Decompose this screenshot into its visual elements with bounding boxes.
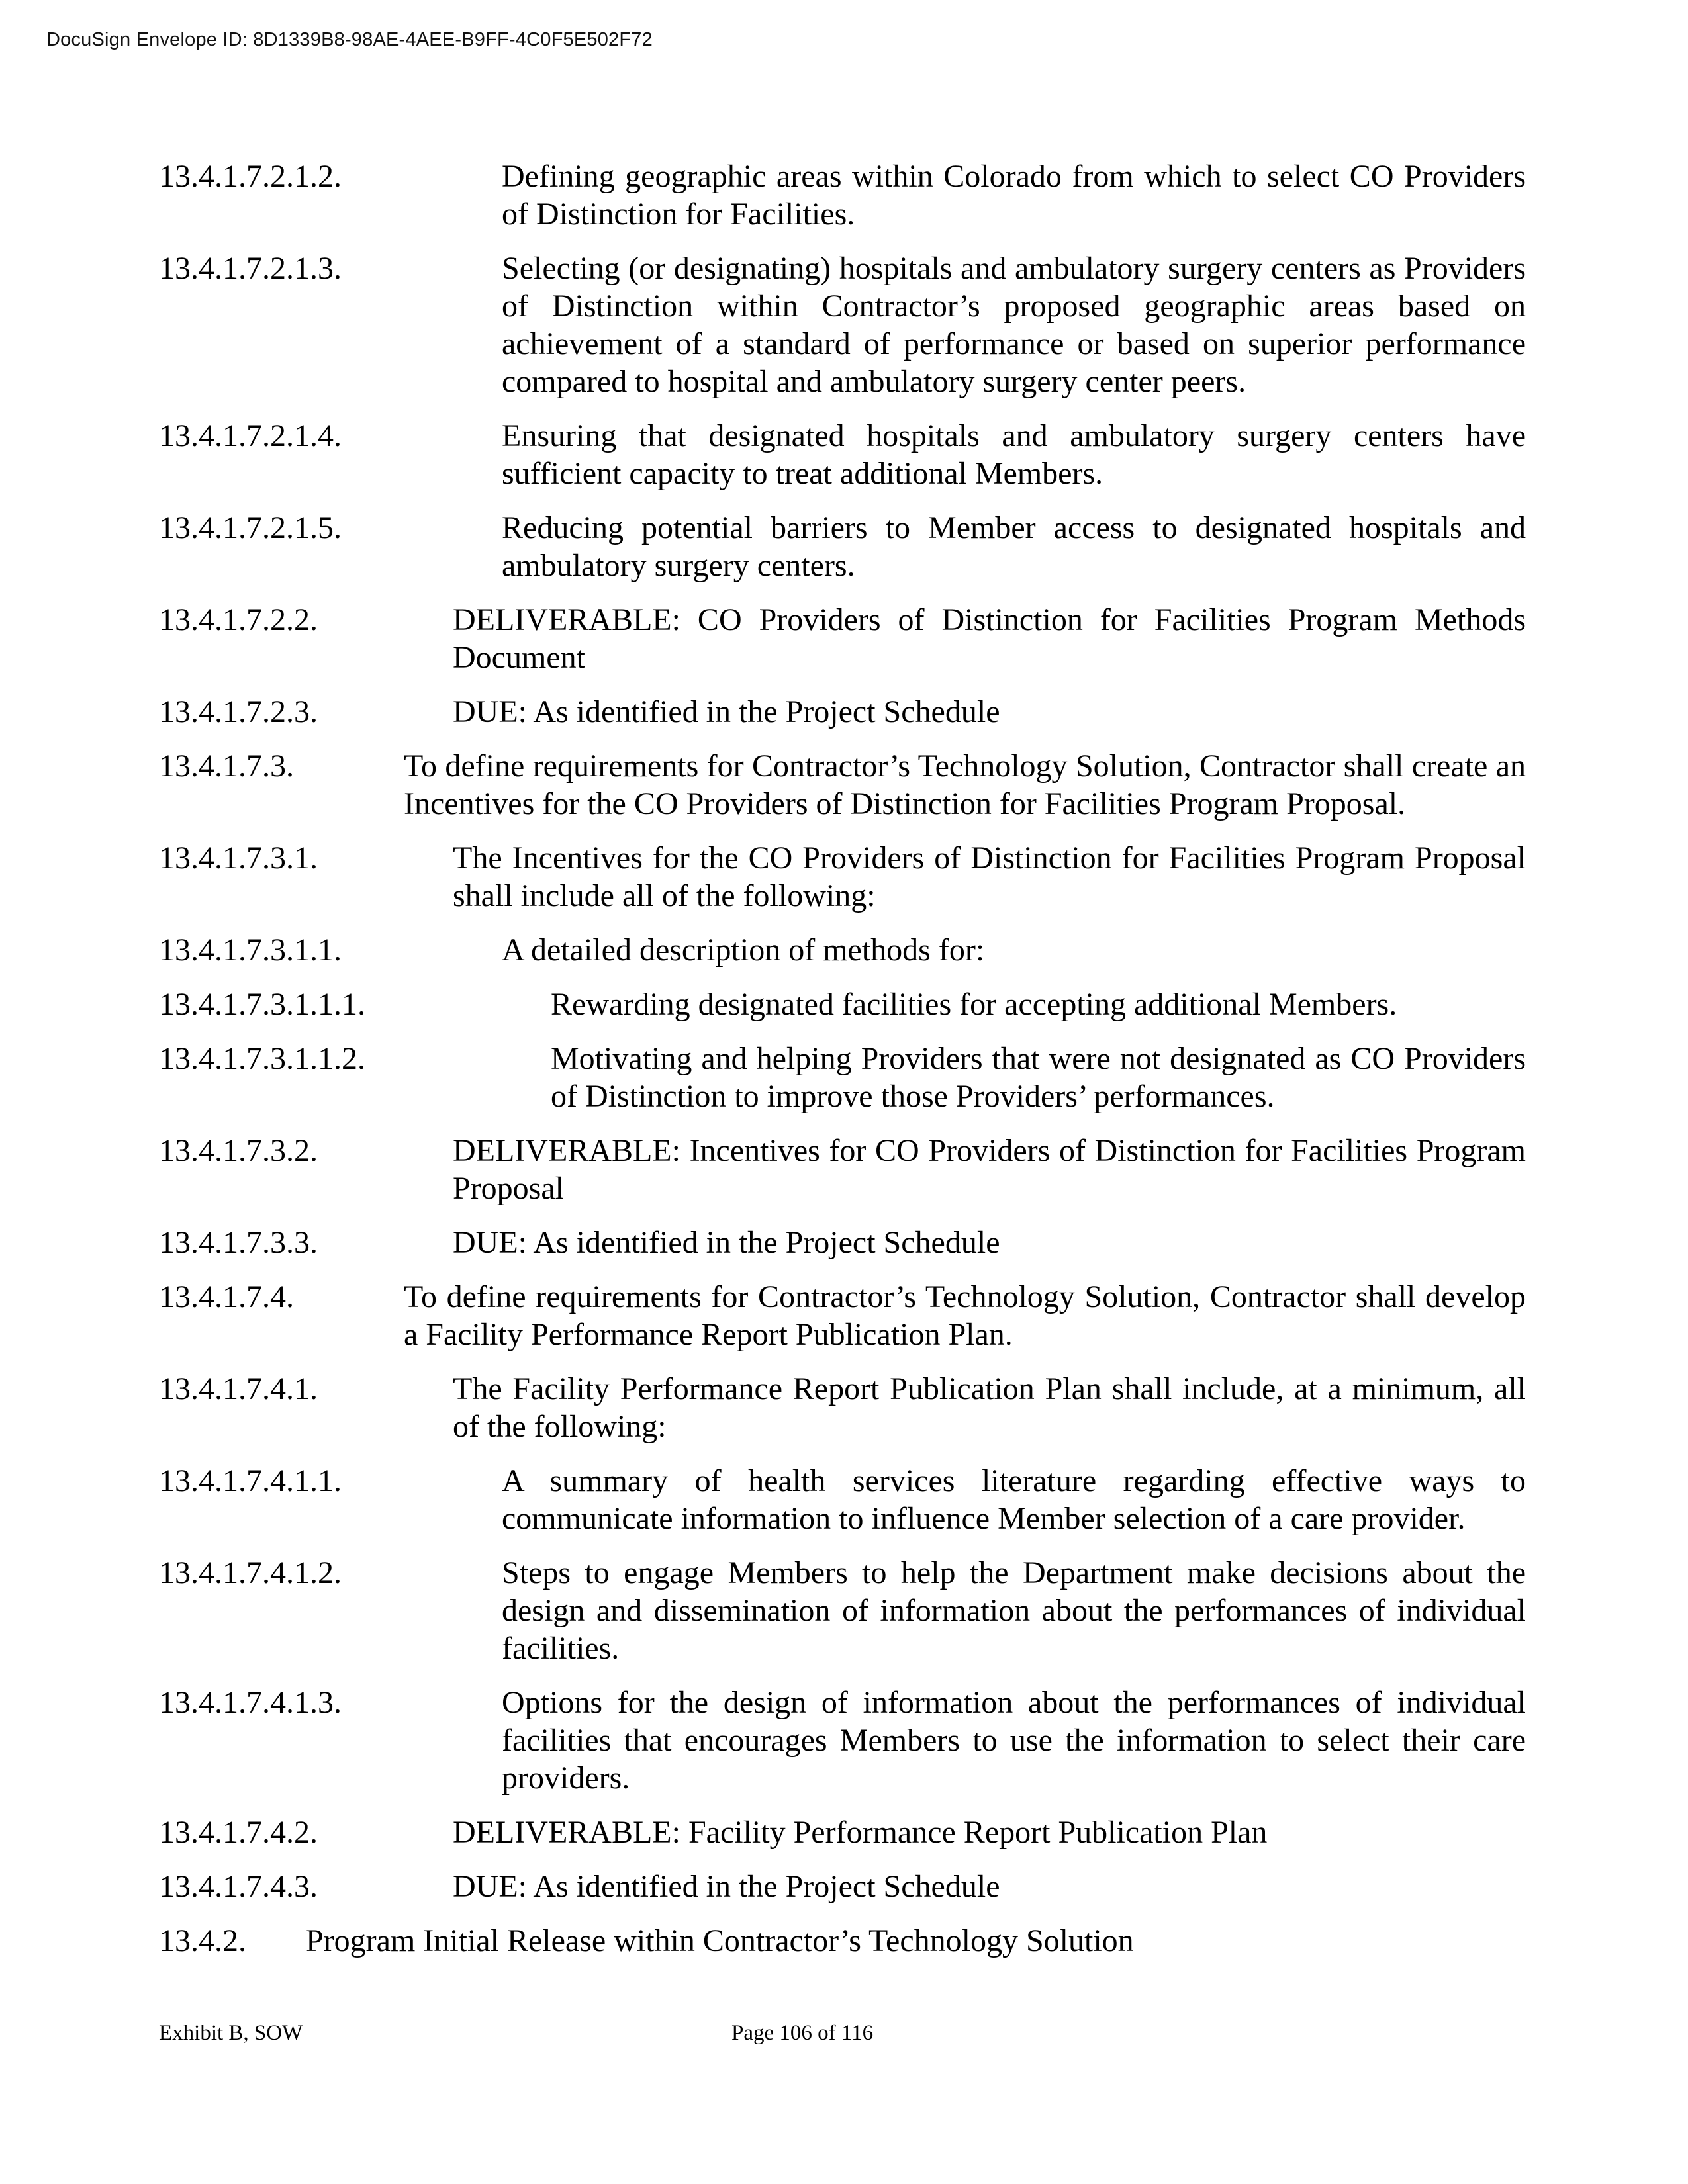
item-text: The Facility Performance Report Publication Plan shall include, at a minimum, all of the following: bbox=[453, 1371, 1526, 1444]
item-text: DUE: As identified in the Project Schedule bbox=[453, 694, 1000, 729]
section-heading bbox=[159, 1922, 1526, 1960]
item-text: The Incentives for the CO Providers of Distinction for Facilities Program Proposal shall include all of the following: bbox=[453, 841, 1526, 913]
item-text: Program Initial Release within Contractor’s Technology Solution bbox=[306, 1923, 1134, 1958]
list-item bbox=[159, 158, 1526, 233]
item-number: 13.4.1.7.3.2. bbox=[159, 1133, 318, 1168]
item-text: DELIVERABLE: Facility Performance Report Publication Plan bbox=[453, 1815, 1268, 1850]
item-text: Ensuring that designated hospitals and ambulatory surgery centers have sufficient capacity to treat additional Members. bbox=[502, 418, 1526, 491]
item-number: 13.4.1.7.3.1. bbox=[159, 841, 318, 876]
item-number: 13.4.1.7.2.1.2. bbox=[159, 159, 342, 194]
item-number: 13.4.1.7.4. bbox=[159, 1279, 294, 1314]
envelope-id-header: DocuSign Envelope ID: 8D1339B8-98AE-4AEE-B9FF-4C0F5E502F72 bbox=[46, 29, 653, 50]
item-number: 13.4.1.7.3.3. bbox=[159, 1225, 318, 1260]
item-text: DUE: As identified in the Project Schedule bbox=[453, 1225, 1000, 1260]
item-number: 13.4.1.7.3.1.1.2. bbox=[159, 1041, 365, 1076]
item-number: 13.4.1.7.2.1.4. bbox=[159, 418, 342, 453]
item-text: To define requirements for Contractor’s Technology Solution, Contractor shall develop a Facility Performance Report Publication Plan. bbox=[404, 1279, 1526, 1352]
item-text: Defining geographic areas within Colorado from which to select CO Providers of Distinction for Facilities. bbox=[502, 159, 1526, 232]
list-item bbox=[159, 1224, 1526, 1261]
item-number: 13.4.1.7.4.1.2. bbox=[159, 1555, 342, 1590]
item-number: 13.4.1.7.2.2. bbox=[159, 602, 318, 637]
item-text: Options for the design of information about the performances of individual facilities that encourages Members to use the information to select their care providers. bbox=[502, 1685, 1526, 1796]
list-item bbox=[159, 417, 1526, 492]
item-text: A summary of health services literature regarding effective ways to communicate information to influence Member selection of a care provider. bbox=[502, 1463, 1526, 1536]
item-number: 13.4.1.7.3. bbox=[159, 749, 294, 784]
item-text: DUE: As identified in the Project Schedule bbox=[453, 1869, 1000, 1904]
list-item bbox=[159, 1554, 1526, 1667]
item-number: 13.4.1.7.2.1.5. bbox=[159, 510, 342, 545]
list-item bbox=[159, 509, 1526, 584]
item-text: To define requirements for Contractor’s Technology Solution, Contractor shall create an Incentives for the CO Providers of Distinction for Facilities Program Proposal. bbox=[404, 749, 1526, 821]
item-text: DELIVERABLE: Incentives for CO Providers of Distinction for Facilities Program Proposal bbox=[453, 1133, 1526, 1206]
list-item bbox=[159, 1684, 1526, 1797]
list-item bbox=[159, 839, 1526, 915]
list-item bbox=[159, 985, 1526, 1023]
item-text: DELIVERABLE: CO Providers of Distinction for Facilities Program Methods Document bbox=[453, 602, 1526, 675]
list-item bbox=[159, 1132, 1526, 1207]
item-text: Steps to engage Members to help the Department make decisions about the design and dissemination of information about the performances of individual facilities. bbox=[502, 1555, 1526, 1666]
item-number: 13.4.1.7.4.2. bbox=[159, 1815, 318, 1850]
item-number: 13.4.1.7.3.1.1.1. bbox=[159, 987, 365, 1022]
item-number: 13.4.1.7.4.1.1. bbox=[159, 1463, 342, 1498]
item-text: Rewarding designated facilities for accepting additional Members. bbox=[551, 987, 1397, 1022]
list-item bbox=[159, 693, 1526, 731]
list-item bbox=[159, 1462, 1526, 1537]
item-number: 13.4.1.7.4.1. bbox=[159, 1371, 318, 1406]
item-number: 13.4.1.7.4.3. bbox=[159, 1869, 318, 1904]
list-item bbox=[159, 250, 1526, 400]
item-text: A detailed description of methods for: bbox=[502, 933, 985, 968]
item-text: Selecting (or designating) hospitals and ambulatory surgery centers as Providers of Distinction within Contractor’s proposed geographic areas based on achievement of a standard of performance or based on superior performance compared to hospital and ambulatory surgery center peers. bbox=[502, 251, 1526, 399]
list-item bbox=[159, 1868, 1526, 1905]
list-item bbox=[159, 931, 1526, 969]
list-item bbox=[159, 1370, 1526, 1445]
list-item bbox=[159, 1813, 1526, 1851]
item-number: 13.4.1.7.2.3. bbox=[159, 694, 318, 729]
document-body bbox=[159, 158, 1526, 1976]
item-text: Motivating and helping Providers that were not designated as CO Providers of Distinction to improve those Providers’ performances. bbox=[551, 1041, 1526, 1114]
list-item bbox=[159, 601, 1526, 676]
item-number: 13.4.2. bbox=[159, 1923, 246, 1958]
list-item bbox=[159, 747, 1526, 823]
footer-exhibit-label: Exhibit B, SOW bbox=[159, 2021, 303, 2045]
item-number: 13.4.1.7.2.1.3. bbox=[159, 251, 342, 286]
footer-page-number: Page 106 of 116 bbox=[731, 2021, 874, 2045]
list-item bbox=[159, 1278, 1526, 1353]
item-number: 13.4.1.7.4.1.3. bbox=[159, 1685, 342, 1720]
item-text: Reducing potential barriers to Member access to designated hospitals and ambulatory surgery centers. bbox=[502, 510, 1526, 583]
item-number: 13.4.1.7.3.1.1. bbox=[159, 933, 342, 968]
list-item bbox=[159, 1040, 1526, 1115]
